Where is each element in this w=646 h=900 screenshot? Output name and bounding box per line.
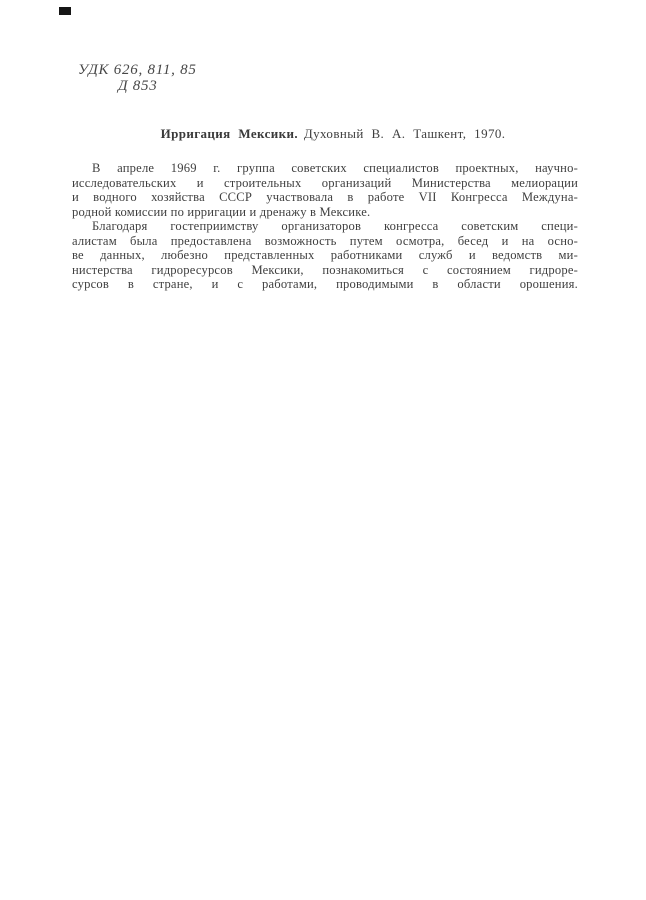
abstract-line: сурсов в стране, и с работами, проводимыми в области орошения. [72, 277, 578, 291]
abstract-line: исследовательских и строительных организаций Министерства мелиорации [72, 175, 578, 190]
udc-code: УДК 626, 811, 85 [78, 62, 197, 78]
abstract-line: нистерства гидроресурсов Мексики, познакомиться с состоянием гидроре- [72, 262, 578, 277]
title-work-name: Ирригация Мексики. [160, 126, 299, 141]
abstract-line: Благодаря гостеприимству организаторов конгресса советским специ- [92, 219, 578, 233]
abstract-text [72, 161, 578, 292]
catalog-number: Д 853 [118, 78, 158, 94]
abstract-line: В апреле 1969 г. группа советских специалистов проектных, научно- [92, 161, 578, 175]
scan-corner-mark [59, 7, 71, 15]
udc-block [78, 62, 197, 94]
abstract-line: алистам была предоставлена возможность путем осмотра, бесед и на осно- [72, 233, 578, 248]
document-title [80, 126, 586, 141]
abstract-line: ве данных, любезно представленных работниками служб и ведомств ми- [72, 248, 578, 262]
abstract-line: родной комиссии по ирригации и дренажу в Мексике. [72, 204, 371, 219]
title-author-imprint: Духовный В. А. Ташкент, 1970. [303, 126, 506, 141]
abstract-line: и водного хозяйства СССР участвовала в работе VII Конгресса Междуна- [72, 190, 578, 204]
